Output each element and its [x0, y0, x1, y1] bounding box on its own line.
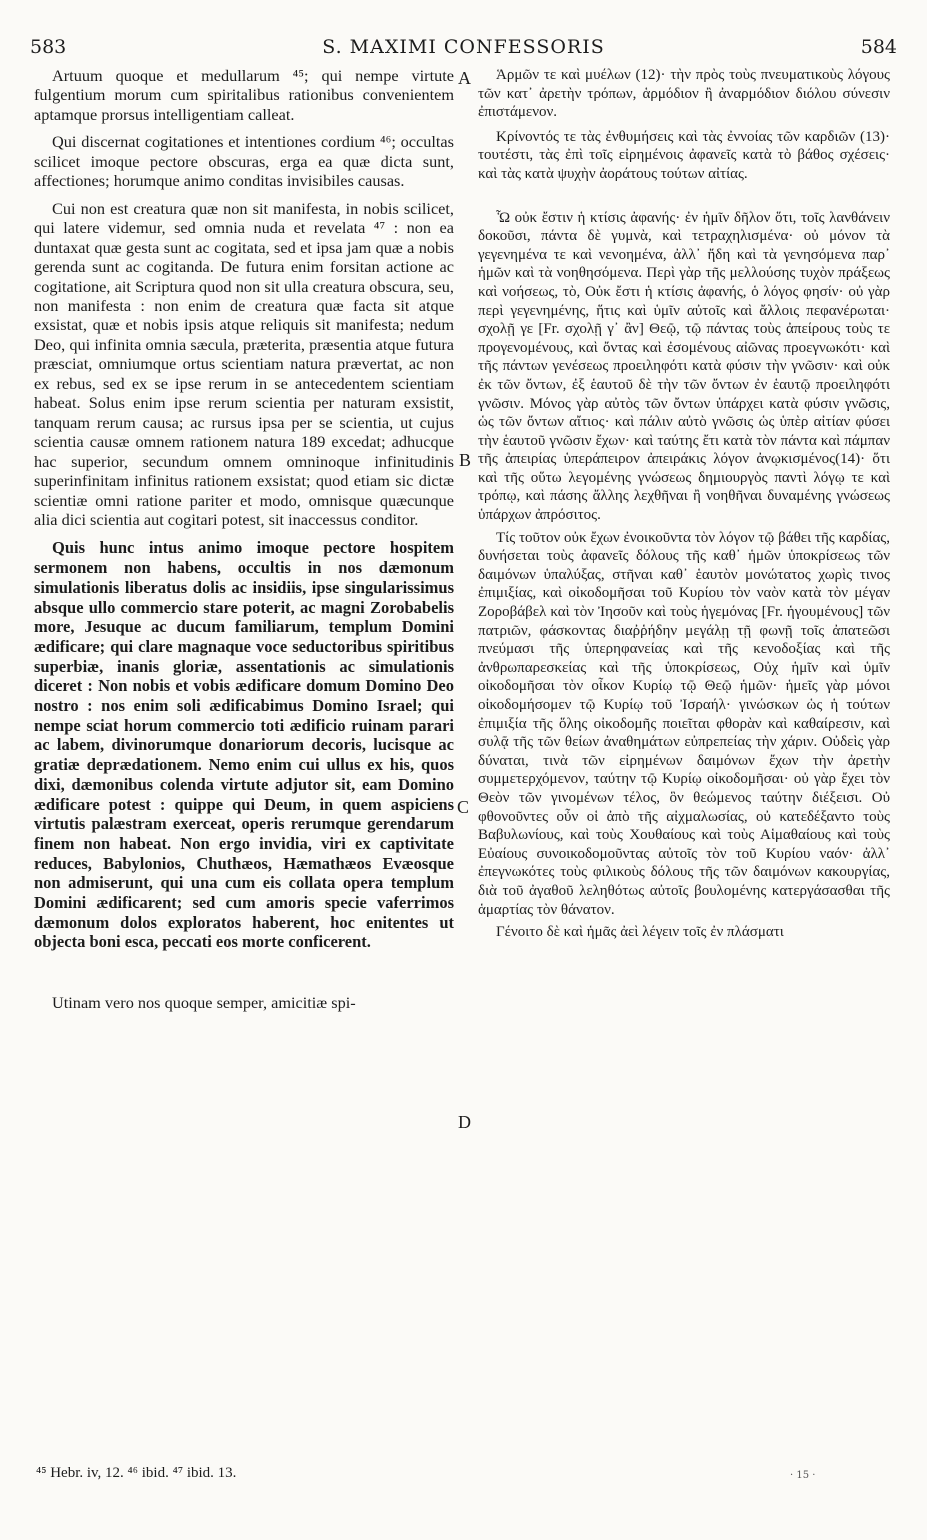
footnotes: ⁴⁵ Hebr. iv, 12. ⁴⁶ ibid. ⁴⁷ ibid. 13. — [36, 1465, 237, 1481]
latin-column — [34, 66, 454, 1013]
page-mark: · 15 · — [790, 1470, 816, 1481]
margin-letter: A — [458, 68, 471, 88]
latin-paragraph: Qui discernat cogitationes et intentiones cordium ⁴⁶; occultas scilicet imoque pectore obscuras, erga ea quæ dicta sunt, affectiones; horumque animo conditas invisibiles causas. — [34, 132, 454, 191]
margin-letter: B — [459, 450, 472, 470]
greek-paragraph: Κρίνοντός τε τὰς ἐνθυμήσεις καὶ τὰς ἐννοίας τῶν καρδιῶν (13)· τουτέστι, τὰς ἐπὶ τοῖς εἰρημένοις ἀφανεῖς κατὰ τὸ βάθος σχέσεις· καὶ τὰς κατὰ ψυχὴν ἀοράτους τούτων αἰτίας. — [478, 128, 890, 182]
greek-column — [478, 66, 890, 942]
greek-paragraph: Γένοιτο δὲ καὶ ἡμᾶς ἀεὶ λέγειν τοῖς ἐν πλάσματι — [496, 924, 784, 941]
latin-paragraph: Artuum quoque et medullarum ⁴⁵; qui nempe virtute fulgentium morum cum spiritalibus rationibus convenientem aptamque prorsus intelligentiam calleat. — [34, 66, 454, 124]
running-title: S. MAXIMI CONFESSORIS — [322, 36, 605, 58]
page-number-right: 584 — [860, 36, 897, 58]
greek-paragraph: Ὧ οὐκ ἔστιν ἡ κτίσις ἀφανής· ἐν ἡμῖν δῆλον ὅτι, τοῖς λανθάνειν δοκοῦσι, πάντα δὲ γυμνὰ, καὶ τετραχηλισμένα· οὐ μόνον τὰ γεγενημένα τε καὶ νενοημένα, ἀλλ᾽ ἤδη καὶ τὰ γενησόμενα παρ᾽ ἡμῶν καὶ τὰ νοηθησόμενα. Περὶ γὰρ τῆς μελλούσης τυχὸν πράξεως καὶ νοήσεως, τὸ, Οὐκ ἔστι ἡ κτίσις ἀφανής, ὁ λόγος φησίν· οὐ γὰρ περὶ γεγενημένης, ἥτις καὶ ὑμῖν αὐτοῖς καὶ ἄλλοις πεφανέρωται· σχολῇ γε [Fr. σχολῇ γ᾽ ἂν] Θεῷ, τῷ πάντας τοὺς ἀπείρους τοὺς τε προγενομένους, καὶ ὄντας καὶ ἐσομένους αἰῶνας προεγνωκότι· καὶ τῆς πάντων γενέσεως προειληφότι κατὰ φύσιν τὴν γνῶσιν· καὶ οὐκ ἐκ τῶν ὄντων, ἐξ ἑαυτοῦ δὲ τὴν τῶν ὄντων ἐν ἑαυτῷ προειληφότι γνῶσιν. Μόνος γὰρ αὐτὸς τῶν ὄντων ὑπάρχει κατὰ φύσιν γνῶσις, ὡς τῶν ὄντων αἴτιος· καὶ πάλιν αὐτὸ γνῶσις ὡς ὑπὲρ αἰτίαν φύσει τὴν ἑαυτοῦ γνῶσιν ἔχων· καὶ ταύτης ἔτι κατὰ τὸν πάντα καὶ πάμπαν τῆς ἀπειρίας ὑπεράπειρον ἀπειράκις λόγον ἀνῳκισμένος(14)· ὅτι καὶ τῆς οὕτω λεγομένης γνώσεως δημιουργὸς παντὶ λόγῳ τε καὶ τρόπῳ, καὶ πάσης ἄλλης λεχθῆναι ἢ νοηθῆναι δυναμένης γνώσεως ὑπάρχων ἀπρόσιτος. — [478, 209, 890, 524]
latin-paragraph: Cui non est creatura quæ non sit manifesta, in nobis scilicet, qui latere videmur, sed omnia nuda et revelata ⁴⁷ : non ea duntaxat quæ gesta sunt ac cogitata, sed et ipsa jam quæ a nobis gerenda sunt ac cogitanda. De futura enim forsitan actione ac cogitatione, ait Scriptura quod non sit ulla creatura obscura, seu, non manifesta : non enim de creatura quæ facta sit atque exsistat, quæ et nobis ipsis atque reliquis sit manifesta; nedum Deo, qui infinita omnia sæcula, præterita, præsentia atque futura præsciat, omniumque ortus scientiam natura prævertat, ac non ex rebus, sed ex se ipse rerum in se antecedentem scientiam habeat. Solus enim ipse rerum scientia per naturam exsistit, tanquam rerum causa; ac rursus ipsa per se scientia, ut cujus scientia causæ omnem rationem natura 189 excedat; adhucque hac superior, secundum omnem omninoque infinitudinis superinfinitam infinitus rationem exsistat; quod etiam sic dictæ scientiæ omni ratione pariter et modo, omnisque quæcunque alia dici scientia aut cogitari potest, sit inaccessus conditor. — [34, 198, 454, 529]
latin-paragraph: Quis hunc intus animo imoque pectore hospitem sermonem non habens, occultis in nos dæmonum simulationis liberatus dolis ac insidiis, ipse singularissimus absque ullo commercio stare poterit, ac magni Zorobabelis more, Jesuque ac ducum familiarum, templum Domini ædificare; qui clare magnaque voce seductoribus spiritibus superbiæ, inanis gloriæ, assentationis ac simulationis diceret : Non nobis et vobis ædificare domum Domino Deo nostro : nos enim soli ædificabimus Domino Israel; qui nempe sciat horum commercio toti ædificio ruinam parari ac labem, divinorumque donariorum decoris, lucisque ac gratiæ deprædationem. Nemo enim cui ullus ex his, quos dixi, dæmonibus colenda virtute adjutor sit, eam Domino ædificare potest : quippe qui Deum, in quem aspiciens virtutis palæstram exerceat, operis rerumque gerendarum finem non habeat. Non ergo invidia, viri ex captivitate reduces, Babylonios, Chuthæos, Hæmathæos Evæosque non admiserunt, qui una cum eis collata opera templum Domini ædificarent; sed cum amoris specie vaferrimos dæmonum dolos exploratos haberent, hoc enitentes ut objecta boni esca, peccati eos morte conficerent. — [34, 538, 454, 952]
greek-paragraph: Τίς τοῦτον οὐκ ἔχων ἐνοικοῦντα τὸν λόγον τῷ βάθει τῆς καρδίας, δυνήσεται τοὺς ἀφανεῖς δόλους τῆς καθ᾽ ἡμῶν ὑποκρίσεως τῶν δαιμόνων ὑπαλύξας, στῆναι καθ᾽ ἑαυτὸν μονώτατος χωρὶς τινος ἐπιμιξίας, καὶ οἰκοδομῆσαι τοῦ Κυρίου τὸν ναὸν κατὰ τὸν μέγαν Ζοροβάβελ καὶ τὸν Ἰησοῦν καὶ τοὺς ἡγεμόνας [Fr. ἡγουμένους] τῶν πατριῶν, φάσκοντας διαῤῥήδην μεγάλῃ τῇ φωνῇ τοῖς ἀπατεῶσι πνεύμασι τῆς ὑπερηφανείας καὶ τῆς κενοδοξίας καὶ τῆς ἀνθρωπαρεσκείας καὶ τῆς ὑποκρίσεως, Οὐχ ἡμῖν καὶ ὑμῖν οἰκοδομῆσαι τὸν οἶκον Κυρίῳ τῷ Θεῷ ἡμῶν· ἡμεῖς γὰρ μόνοι οἰκοδομήσομεν τῷ Κυρίῳ τοῦ Ἰσραήλ· γινώσκων ὡς ἡ τούτων ἐπιμιξία τῆς ὅλης οἰκοδομῆς ποιεῖται φθορὰν καὶ καθαίρεσιν, καὶ συλᾷ τῆς τῶν θείων ἀναθημάτων εὐπρεπείας τὴν χάριν. Οὐδεὶς γὰρ δύναται, τινὰ τῶν εἰρημένων δαιμόνων ἔχων τὴν ἀρετὴν συμμετερχόμενον, ταύτην τῷ Κυρίῳ οἰκοδομῆσαι· οὐ γὰρ ἔχει τὸν Θεὸν τῶν γινομένων τέλος, ὃν θεώμενος ταύτην διέξεισι. Οὐ φθονοῦντες οὖν οἱ ἀπὸ τῆς αἰχμαλωσίας, οὐ κατεδέξαντο τοὺς Βαβυλωνίους, καὶ τοὺς Χουθαίους καὶ τοὺς Αἱμαθαίους καὶ τοὺς Εὐαίους συνοικοδομοῦντας αὐτοῖς τὸν τοῦ Κυρίου ναόν· ἀλλ᾽ ἐπεγνωκότες τοὺς φιλικοὺς δόλους τῆς τῶν δαιμόνων κακουργίας, διὰ τοῦ ἀγαθοῦ λεληθότως αὐτοῖς βουλομένης κατεργάσασθαι τῆς ἁμαρτίας τὸν θάνατον. — [478, 529, 890, 918]
running-header — [30, 36, 897, 62]
margin-letter: C — [457, 797, 470, 817]
greek-paragraph: Ἁρμῶν τε καὶ μυέλων (12)· τὴν πρὸς τοὺς πνευματικοὺς λόγους τῶν κατ᾽ ἀρετὴν τρόπων, ἁρμόδιον ἢ ἀναρμόδιον διόλου σύνεσιν ἐπιστάμενον. — [478, 67, 890, 121]
margin-letter: D — [458, 1112, 471, 1132]
latin-paragraph: Utinam vero nos quoque semper, amicitiæ spi- — [52, 993, 356, 1013]
page-number-left: 583 — [30, 36, 67, 58]
